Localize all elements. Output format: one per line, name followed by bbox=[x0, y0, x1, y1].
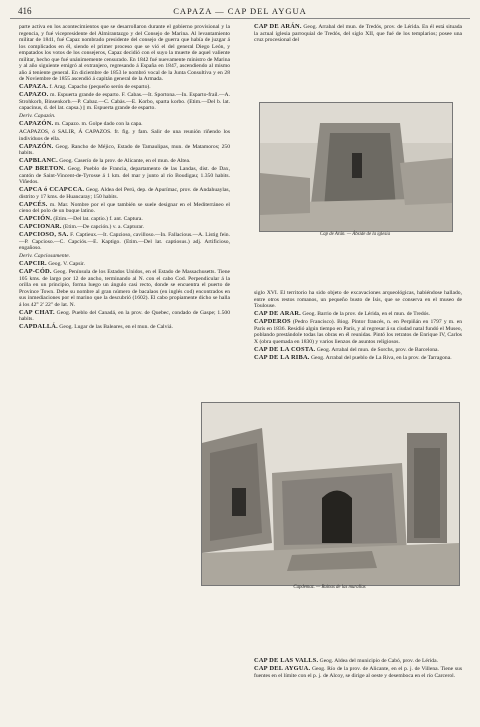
dictionary-entry bbox=[254, 355, 462, 362]
entry-headword: CAP DE LA RIBA. bbox=[254, 353, 310, 361]
entry-headword: CAPCÉS. bbox=[19, 200, 48, 208]
entry-text: Geog. Arrabal del mun. de Tredós, prov. de Lérida. En él está situada la actual iglesia parroquial de Tredós, del siglo XII, que fué de los templarios; posee una cruz procesional del bbox=[254, 24, 462, 43]
entry-text: Geog. Aldea del Perú, dep. de Apurímac, prov. de Andahuaylas, distrito y 17 kms. de Huancaray; 150 habits. bbox=[19, 187, 231, 200]
entry-text: Geog. Rancho de Méjico, Estado de Tamaulipas, mun. de Matamoros; 250 habits. bbox=[19, 143, 230, 156]
entry-headword: CAPDEROS bbox=[254, 318, 291, 325]
dictionary-entry bbox=[19, 84, 230, 91]
entry-text: m. Capazo. m. Golpe dado con la capa. bbox=[53, 121, 143, 127]
entry-text: f. Arag. Capacho (pequeño serón de esparto). bbox=[48, 84, 151, 90]
page-header bbox=[10, 4, 470, 18]
dictionary-entry bbox=[254, 24, 462, 44]
derivation-line: Deriv. Capciosamente. bbox=[19, 253, 71, 259]
dictionary-entry bbox=[19, 187, 230, 200]
entry-headword: CAPDALLÁ. bbox=[19, 323, 58, 330]
entry-text: Geog. Península de los Estados Unidos, en el Estado de Massachusetts. Tiene 105 kms. de largo por 12 de ancho, terminando al N. con el cabo Cod. Perpendicular á la orilla en un principio, forma luego un ángulo casi recto, donde se encuentra el puerto de Province Town. Debe su nombre al gran número de bacalaos (en inglés cod) encontrados en sus inmediaciones por el marino que la descubrió (1602). El cabo propiamente dicho se halla á los 42° 2' 22" de lat. N. bbox=[19, 269, 230, 308]
entry-text: Geog. Lugar de las Baleares, en el mun. de Calviá. bbox=[57, 324, 173, 330]
right-column-bottom bbox=[254, 658, 462, 681]
entry-text: Geog. Barrio de la prov. de Lérida, en el mun. de Tredós. bbox=[300, 311, 431, 317]
church-apse-photo bbox=[259, 102, 453, 232]
running-title: CAPAZA — CAP DEL AYGUA bbox=[173, 6, 307, 16]
entry-text: m. Espuerta grande de esparto. F. Cabas.—It. Sportona.—In. Esparto-frail.—A. Strohkorb, Binsenkorb.—P. Cabaz.—C. Cabàs.—E. Korbo, sparta korbo. (Etim.—Del b. lat. capacinus, d. del lat. capsa.) || m. Espuerta grande de esparto. bbox=[19, 92, 230, 111]
entry-headword: CAPAZO. bbox=[19, 91, 49, 98]
dictionary-entry bbox=[254, 311, 462, 318]
entry-headword: CAPCA ó CCAPCCA. bbox=[19, 186, 85, 193]
ruined-walls-photo bbox=[201, 402, 460, 586]
dictionary-entry bbox=[19, 269, 230, 308]
dictionary-entry bbox=[19, 158, 230, 165]
photo1-caption: Cap de Arán. — Ábside de la iglesia bbox=[320, 232, 390, 237]
right-column-top bbox=[254, 24, 462, 45]
entry-headword: CAPCIR. bbox=[19, 260, 47, 267]
derivation-line: Deriv. Capazón. bbox=[19, 113, 56, 119]
page-number: 416 bbox=[18, 6, 32, 16]
dictionary-entry bbox=[19, 92, 230, 112]
dictionary-entry bbox=[19, 224, 230, 231]
entry-text: Geog. Río de la prov. de Alicante, en el p. j. de Villena. Tiene sus fuentes en el límite con el p. j. de Alcoy, se dirige al oeste y desemboca en el río Carcerol. bbox=[254, 666, 463, 679]
dictionary-entry bbox=[19, 324, 230, 331]
entry-text: (Pedro Francisco). Biog. Pintor francés, n. en Perpiñán en 1797 y m. en París en 1836. Residió algún tiempo en París, y al regresar á su ciudad natal fundó el Museo, poblando prestándole todas las obras en él reunidas. Pintó los retratos de Enrique IV, Carlos X (obra quemada en 1830) y varios lienzos de asuntos religiosos. bbox=[254, 319, 462, 345]
entry-text: Geog. Arrabal del mun. de Sorchs, prov. de Barcelona. bbox=[315, 346, 439, 353]
entry-headword: CAP CHAT. bbox=[19, 308, 55, 316]
entry-headword: CAP DE LA COSTA. bbox=[254, 345, 316, 353]
dictionary-entry bbox=[19, 232, 230, 252]
entry-headword: CAPBLANC. bbox=[19, 157, 58, 164]
body-paragraph: ACAPAZOS, ó SALIR, Á CAPAZOS. fr. fig. y fam. Salir de una reunión riñendo los individuos de ella. bbox=[19, 129, 230, 142]
entry-headword: CAPAZA. bbox=[19, 83, 49, 90]
entry-text: F. Captieux.—It. Capzioso, cavilloso.—In. Fallacious.—A. Listig fein.—P. Capcioso.—C. Capciós.—E. Kaptigo. (Etim.—Del lat. captiosus.) adj. Artificioso, engañoso. bbox=[19, 232, 231, 251]
entry-text: Geog. Pueblo del Canadá, en la prov. de Quebec, condado de Gaspe; 1.500 habits. bbox=[19, 309, 231, 322]
dictionary-entry bbox=[19, 121, 230, 128]
dictionary-entry bbox=[19, 202, 230, 215]
dictionary-entry bbox=[254, 658, 462, 665]
dictionary-entry bbox=[254, 666, 462, 679]
entry-headword: CAP DEL AYGUA. bbox=[254, 665, 311, 672]
entry-text: (Etim.—Del lat. captio.) f. ant. Captura. bbox=[52, 216, 143, 222]
dictionary-entry bbox=[254, 319, 462, 345]
entry-text: Geog. V. Capsir. bbox=[46, 261, 85, 267]
entry-headword: CAP DE ARÁN. bbox=[254, 23, 302, 30]
left-column bbox=[19, 24, 230, 332]
dictionary-entry bbox=[254, 347, 462, 354]
entry-text: (Etim.—De capción.) v. a. Capturar. bbox=[61, 224, 144, 230]
entry-headword: CAP BRETON. bbox=[19, 165, 66, 172]
photo2-caption: Capdemaz. — Ruinas de las murallas bbox=[293, 585, 366, 590]
entry-text: Geog. Caserío de la prov. de Alicante, en el mun. de Altea. bbox=[57, 158, 191, 164]
entry-text: Geog. Arrabal del pueblo de La Riva, en la prov. de Tarragona. bbox=[309, 354, 452, 361]
dictionary-entry bbox=[19, 166, 230, 186]
entry-headword: CAP DE LAS VALLS. bbox=[254, 657, 319, 664]
right-column-middle bbox=[254, 290, 462, 363]
dictionary-entry bbox=[19, 216, 230, 223]
header-rule bbox=[10, 18, 470, 19]
entry-text: m. Mar. Nombre por el que también se suele designar en el Mediterráneo el cieno del polo de un buque latino. bbox=[19, 201, 230, 214]
entry-headword: CAPAZÓN. bbox=[19, 120, 54, 127]
entry-headword: CAPAZÓN. bbox=[19, 142, 54, 150]
entry-headword: CAPCIOSO, SA. bbox=[19, 231, 69, 238]
entry-headword: CAP DE ARAR. bbox=[254, 310, 301, 317]
dictionary-entry bbox=[19, 310, 230, 323]
entry-text: Geog. Pueblo de Francia, departamento de las Landas, dist. de Dax, cantón de Saint-Vincent-de-Tyrosse á 1 km. del mar y junto al río Boudigau; 1.350 habits. Viñedos. bbox=[19, 166, 230, 185]
entry-text: Geog. Aldea del municipio de Cabó, prov. de Lérida. bbox=[318, 658, 438, 664]
entry-headword: CAP-CÓD. bbox=[19, 268, 52, 275]
entry-headword: CAPCIONAR. bbox=[19, 223, 62, 230]
body-paragraph: parte activa en los acontecimientos que se desarrollaron durante el gobierno provisional y la regencia, y fué vicepresidente del Almirantazgo y del Consejo de Marina. Al levantamiento militar de 1841, fué Capaz nombrado presidente del consejo de guerra que había de juzgar á los complicados en él, siendo el primer proceso que se vió el del general Diego León, y empatados los votos de los consejeros, Capaz decidió con el suyo la muerte de aquel valiente militar, hecho que fué unánimemente censurado. En 1842 fué nuevamente ministro de Marina y al año siguiente emigró al extranjero, regresando á España en 1847, ascendiendo al mismo año á teniente general. En diciembre de 1853 le nombró vocal de la Junta Consultiva y en 28 de Noviembre de 1855 ascendió á capitán general de la Armada. bbox=[19, 24, 230, 82]
entry-headword: CAPCIÓN. bbox=[19, 215, 53, 222]
dictionary-entry bbox=[19, 144, 230, 157]
dictionary-entry bbox=[19, 261, 230, 268]
body-paragraph: siglo XVI. El territorio ha sido objeto de excavaciones arqueológicas, habiéndose hallado, entre otros restos romanos, un pequeño busto de Isis, que se conserva en el museo de Toulouse. bbox=[254, 290, 462, 309]
